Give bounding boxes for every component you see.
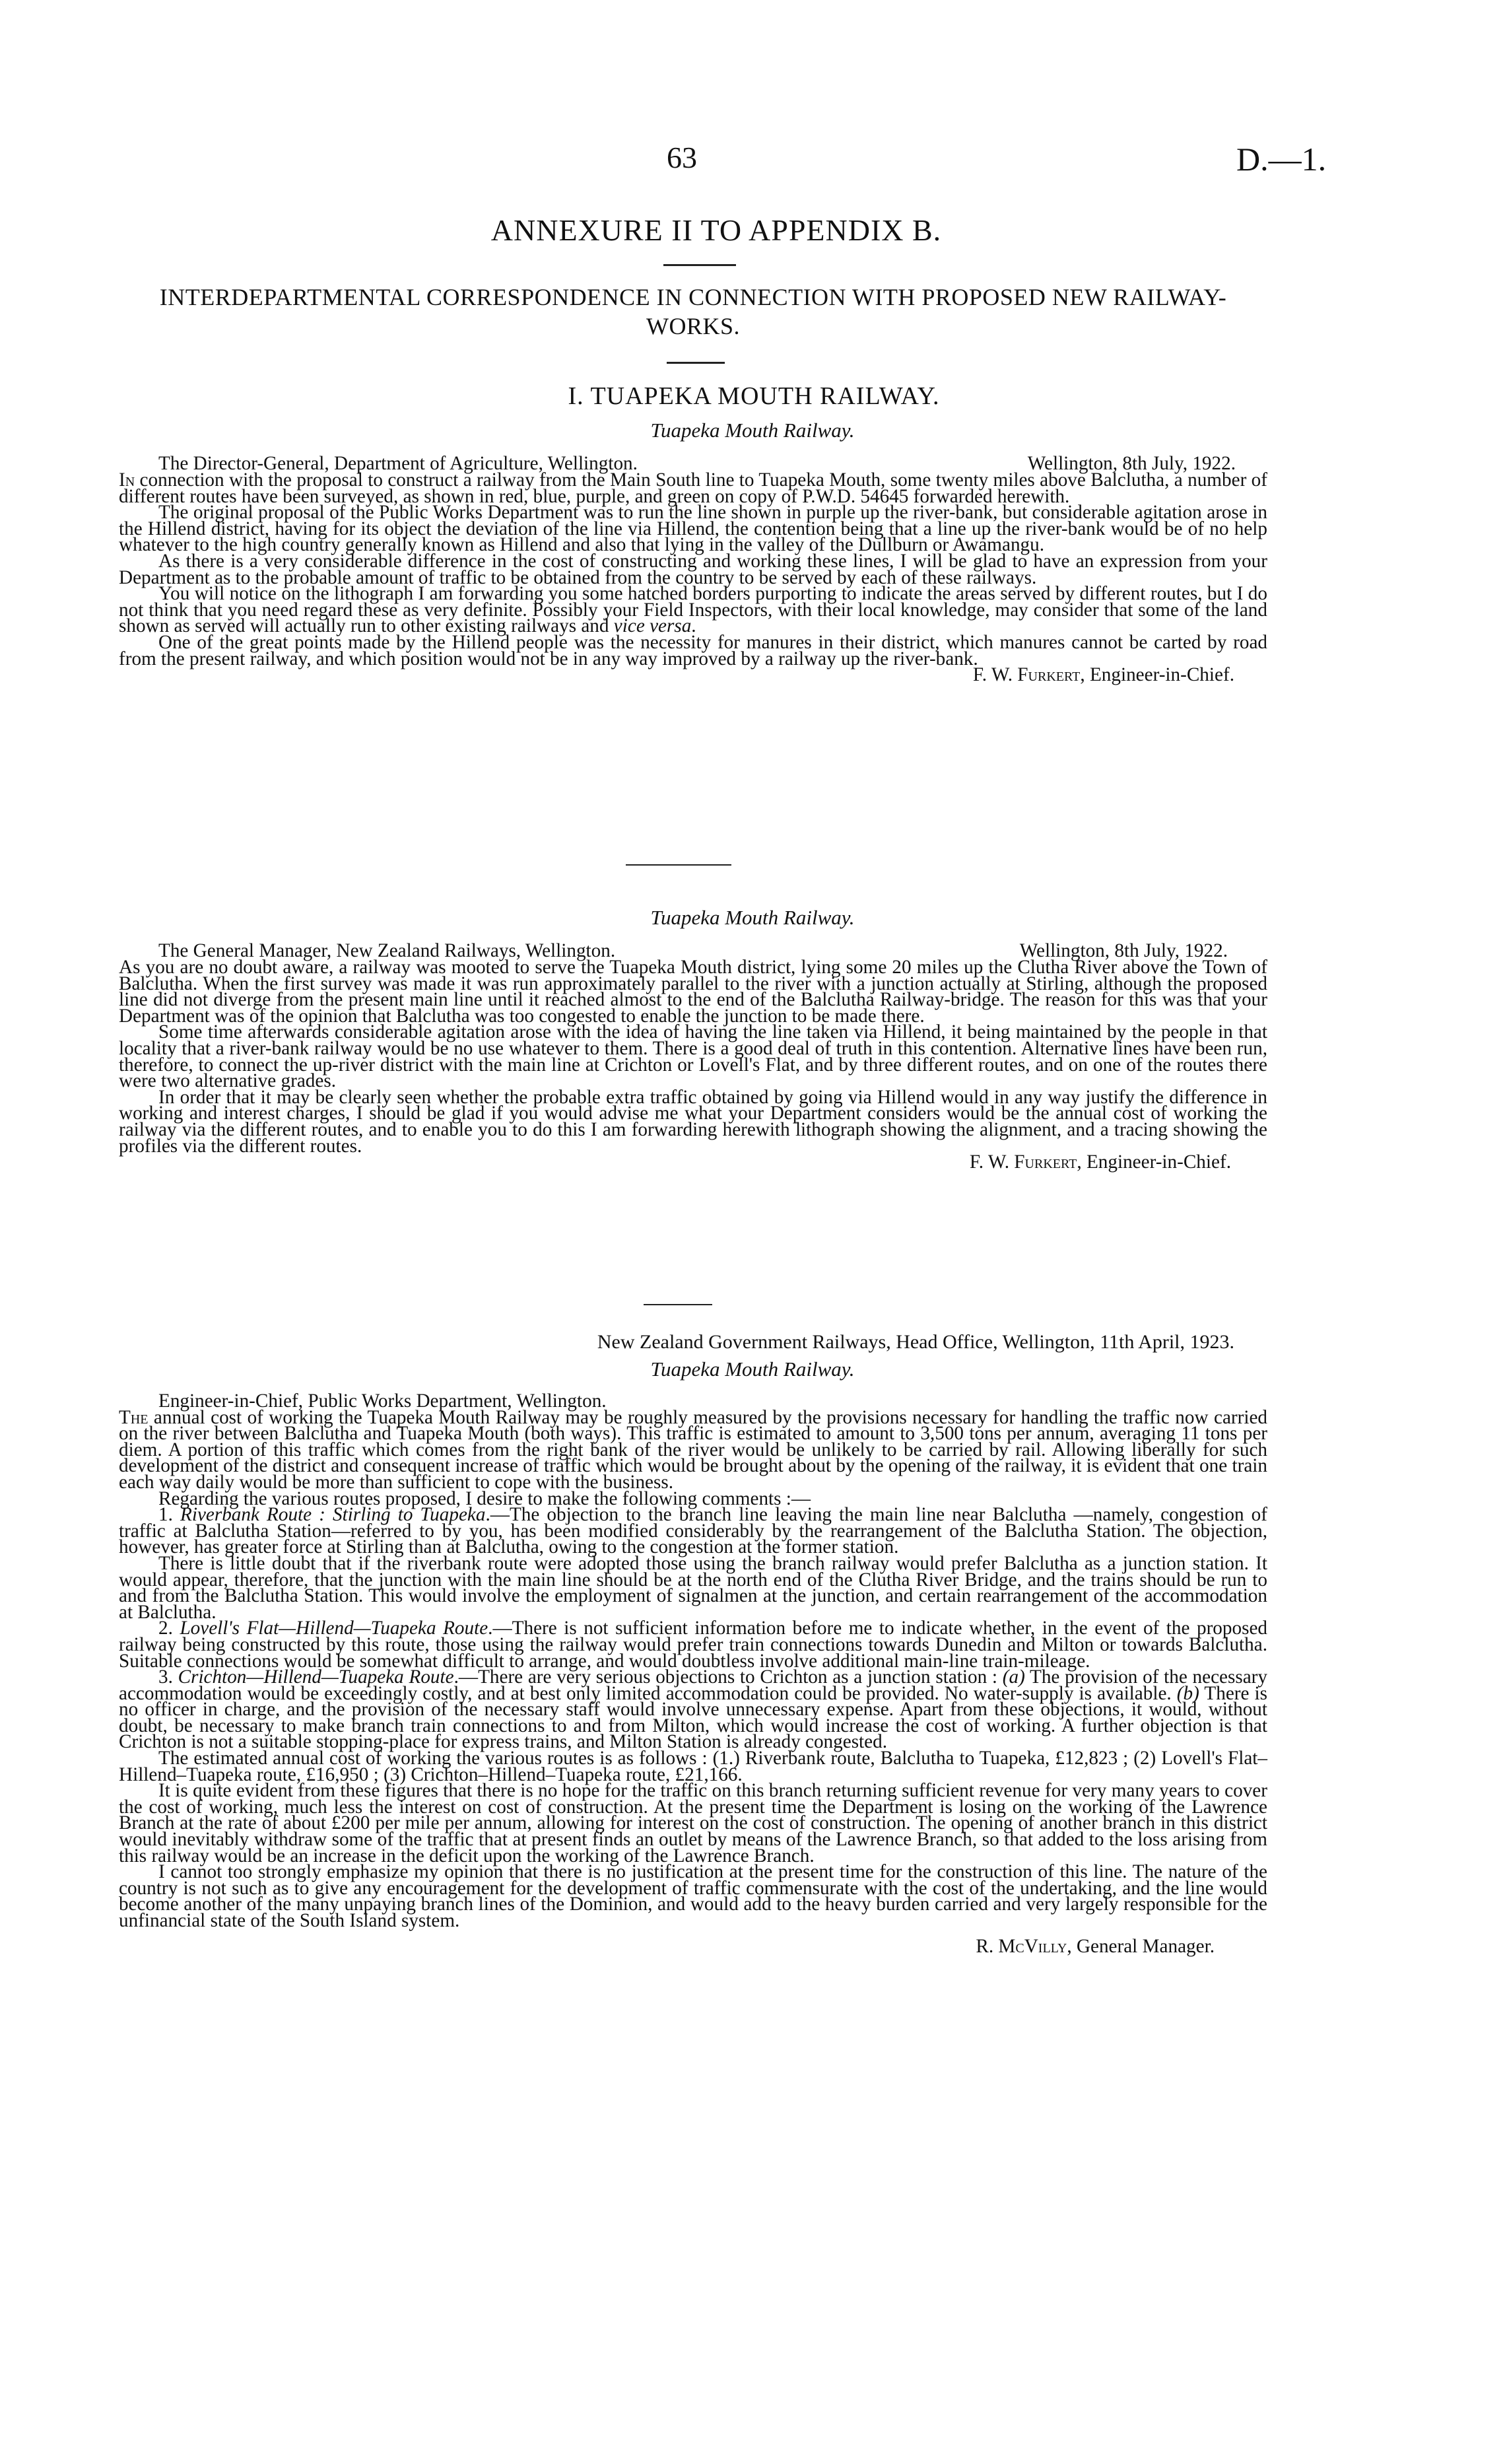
- letter-3: [119, 1332, 1267, 1352]
- paragraph: In connection with the proposal to construct a railway from the Main South line to Tuapeka Mouth, some twenty miles above Balclutha, a number of different routes have been surveyed, as shown in red, blue, purple, and green on copy of P.W.D. 54645 forwarded herewith.: [119, 469, 1267, 507]
- letter-heading: New Zealand Government Railways, Head Office, Wellington, 11th April, 1923.: [597, 1331, 1234, 1353]
- section-title: I. TUAPEKA MOUTH RAILWAY.: [568, 382, 940, 410]
- paragraph: In order that it may be clearly seen whether the probable extra traffic obtained by going via Hillend would in any way justify the difference in working and interest charges, I should be glad if you would advise me what your Department considers would be the annual cost of working the railway via the different routes, and to enable you to do this I am forwarding herewith lithograph showing the alignment, and a tracing showing the profiles via the different routes.: [119, 1086, 1267, 1157]
- letter-address-line: [119, 453, 1267, 474]
- title-rule: [663, 264, 736, 266]
- annexure-title: ANNEXURE II TO APPENDIX B.: [490, 213, 942, 247]
- paragraph: The original proposal of the Public Works Department was to run the line shown in purple up the river-bank, but considerable agitation arose in the Hillend district, having for its object the deviation of the line via Hillend, the contention being that a line up the river-bank would be of no help whatever to the high country generally known as Hillend and also that lying in the valley of the Dullburn or Awamangu.: [119, 502, 1267, 556]
- signature: R. McVilly, General Manager.: [976, 1935, 1215, 1957]
- signature: F. W. Furkert, Engineer-in-Chief.: [969, 1151, 1231, 1173]
- page-header: [0, 140, 1505, 193]
- letter-1: [119, 453, 1267, 686]
- letter-subhead: Tuapeka Mouth Railway.: [650, 419, 855, 442]
- paragraph: 3. Crichton—Hillend—Tuapeka Route.—There are very serious objections to Crichton as a junction station : (a) The provision of the necessary accommodation would be exceedingly costly, and at best only limited accommodation could be provided. No water-supply is available. (b) There is no officer in charge, and the provision of the necessary staff would involve unnecessary expense. Apart from these objections, it would, without doubt, be necessary to make branch train connections to and from Milton, which would increase the cost of working. A further objection is that Crichton is not a suitable stopping-place for express trains, and Milton Station is already congested.: [119, 1666, 1268, 1753]
- page-number: 63: [667, 141, 697, 174]
- letter-date: Wellington, 8th July, 1922.: [1019, 940, 1228, 961]
- paragraph: There is little doubt that if the riverbank route were adopted those using the branch railway would prefer Balclutha as a junction station. It would appear, therefore, that the junction with the main line should be at the north end of the Clutha River Bridge, and the trains should be run to and from the Balclutha Station. This would involve the employment of signalmen at the junction, and certain rearrangement of the accommodation at Balclutha.: [119, 1552, 1267, 1623]
- paragraph: 2. Lovell's Flat—Hillend—Tuapeka Route.—There is not sufficient information before me to indicate whether, in the event of the proposed railway being constructed by this route, those using the railway would prefer train connections towards Dunedin and Milton or towards Balclutha. Suitable connections would be somewhat difficult to arrange, and would doubtless involve additional main-line train-mileage.: [119, 1618, 1267, 1672]
- paragraph: You will notice on the lithograph I am forwarding you some hatched borders purporting to indicate the areas served by different routes, but I do not think that you need regard these as very definite. Possibly your Field Inspectors, with their local knowledge, may consider that some of the land shown as served will actually run to other existing railways and vice versa.: [119, 583, 1267, 637]
- letter-separator: [644, 1304, 712, 1305]
- paragraph: As you are no doubt aware, a railway was mooted to serve the Tuapeka Mouth district, lying some 20 miles up the Clutha River above the Town of Balclutha. When the first survey was made it was run approximately parallel to the river with a junction actually at Stirling, although the proposed line did not diverge from the present main line until it reached almost to the end of the Balclutha Railway-bridge. The reason for this was that your Department was of the opinion that Balclutha was too congested to enable the junction to be made there.: [119, 957, 1267, 1027]
- paragraph: Some time afterwards considerable agitation arose with the idea of having the line taken via Hillend, it being maintained by the people in that locality that a river-bank railway would be no use whatever to them. There is a good deal of truth in this contention. Alternative lines have been run, therefore, to connect the up-river district with the main line at Crichton or Lovell's Flat, and by three different routes, and on one of the routes there were two alternative grades.: [119, 1021, 1267, 1092]
- paragraph: 1. Riverbank Route : Stirling to Tuapeka.—The objection to the branch line leaving the main line near Balclutha —namely, congestion of traffic at Balclutha Station—referred to by you, has been modified considerably by the rearrangement of the Balclutha Station. The objection, however, has greater force at Stirling than at Balclutha, owing to the congestion at the former station.: [119, 1504, 1268, 1558]
- letter-subhead: Tuapeka Mouth Railway.: [650, 1357, 855, 1381]
- letter-addressee: Engineer-in-Chief, Public Works Department, Wellington.: [158, 1390, 607, 1412]
- letter-addressee: The General Manager, New Zealand Railways, Wellington.: [158, 940, 616, 961]
- letter-separator: [626, 864, 731, 866]
- title-rule: [667, 362, 725, 364]
- letter-addressee: The Director-General, Department of Agriculture, Wellington.: [158, 453, 638, 474]
- paragraph: As there is a very considerable difference in the cost of constructing and working these lines, I will be glad to have an expression from your Department as to the probable amount of traffic to be obtained from the country to be served by each of these railways.: [119, 550, 1267, 588]
- paragraph: I cannot too strongly emphasize my opinion that there is no justification at the present time for the construction of this line. The nature of the country is not such as to give any encouragement for the development of traffic commensurate with the cost of the undertaking, and the line would become another of the many unpaying branch lines of the Dominion, and would add to the heavy burden carried and very largely responsible for the unfinancial state of the South Island system.: [119, 1861, 1267, 1931]
- paragraph: Regarding the various routes proposed, I desire to make the following comments :—: [158, 1488, 811, 1509]
- letter-3-body: [119, 1390, 1268, 1957]
- letter-date: Wellington, 8th July, 1922.: [1027, 453, 1236, 474]
- paragraph: One of the great points made by the Hillend people was the necessity for manures in their district, which manures cannot be carted by road from the present railway, and which position would not be in any way improved by a railway up the river-bank.: [119, 631, 1267, 669]
- signature: F. W. Furkert, Engineer-in-Chief.: [972, 664, 1234, 686]
- paragraph: It is quite evident from these figures that there is no hope for the traffic on this branch returning sufficient revenue for very many years to cover the cost of working, much less the interest on cost of construction. At the present time the Department is losing on the working of the Lawrence Branch at the rate of about £200 per mile per annum, allowing for interest on the cost of construction. The opening of another branch in this district would inevitably withdraw some of the traffic that at present finds an outlet by means of the Lawrence Branch, so that added to the loss arising from this railway would be an increase in the deficit upon the working of the Lawrence Branch.: [119, 1780, 1267, 1866]
- letter-address-line: [119, 940, 1267, 961]
- document-reference: D.—1.: [1236, 141, 1327, 178]
- paragraph: The estimated annual cost of working the various routes is as follows : (1.) Riverbank route, Balclutha to Tuapeka, £12,823 ; (2) Lovell's Flat–Hillend–Tuapeka route, £16,950 ; (3) Crichton–Hillend–Tuapeka route, £21,166.: [119, 1748, 1267, 1785]
- letter-2: [119, 940, 1267, 1173]
- letter-subhead: Tuapeka Mouth Railway.: [650, 906, 855, 929]
- paragraph: The annual cost of working the Tuapeka Mouth Railway may be roughly measured by the provisions necessary for handling the traffic now carried on the river between Balclutha and Tuapeka Mouth (both ways). This traffic is estimated to amount to 3,500 tons per annum, averaging 11 tons per diem. A portion of this traffic which comes from the right bank of the river would be unlikely to be carried by rail. Allowing liberally for such development of the district and consequent increase of traffic which would be brought about by the opening of the railway, it is evident that one train each way daily would be more than sufficient to cope with the business.: [119, 1406, 1267, 1493]
- main-title: INTERDEPARTMENTAL CORRESPONDENCE IN CONNECTION WITH PROPOSED NEW RAILWAY-WORKS.: [159, 284, 1227, 339]
